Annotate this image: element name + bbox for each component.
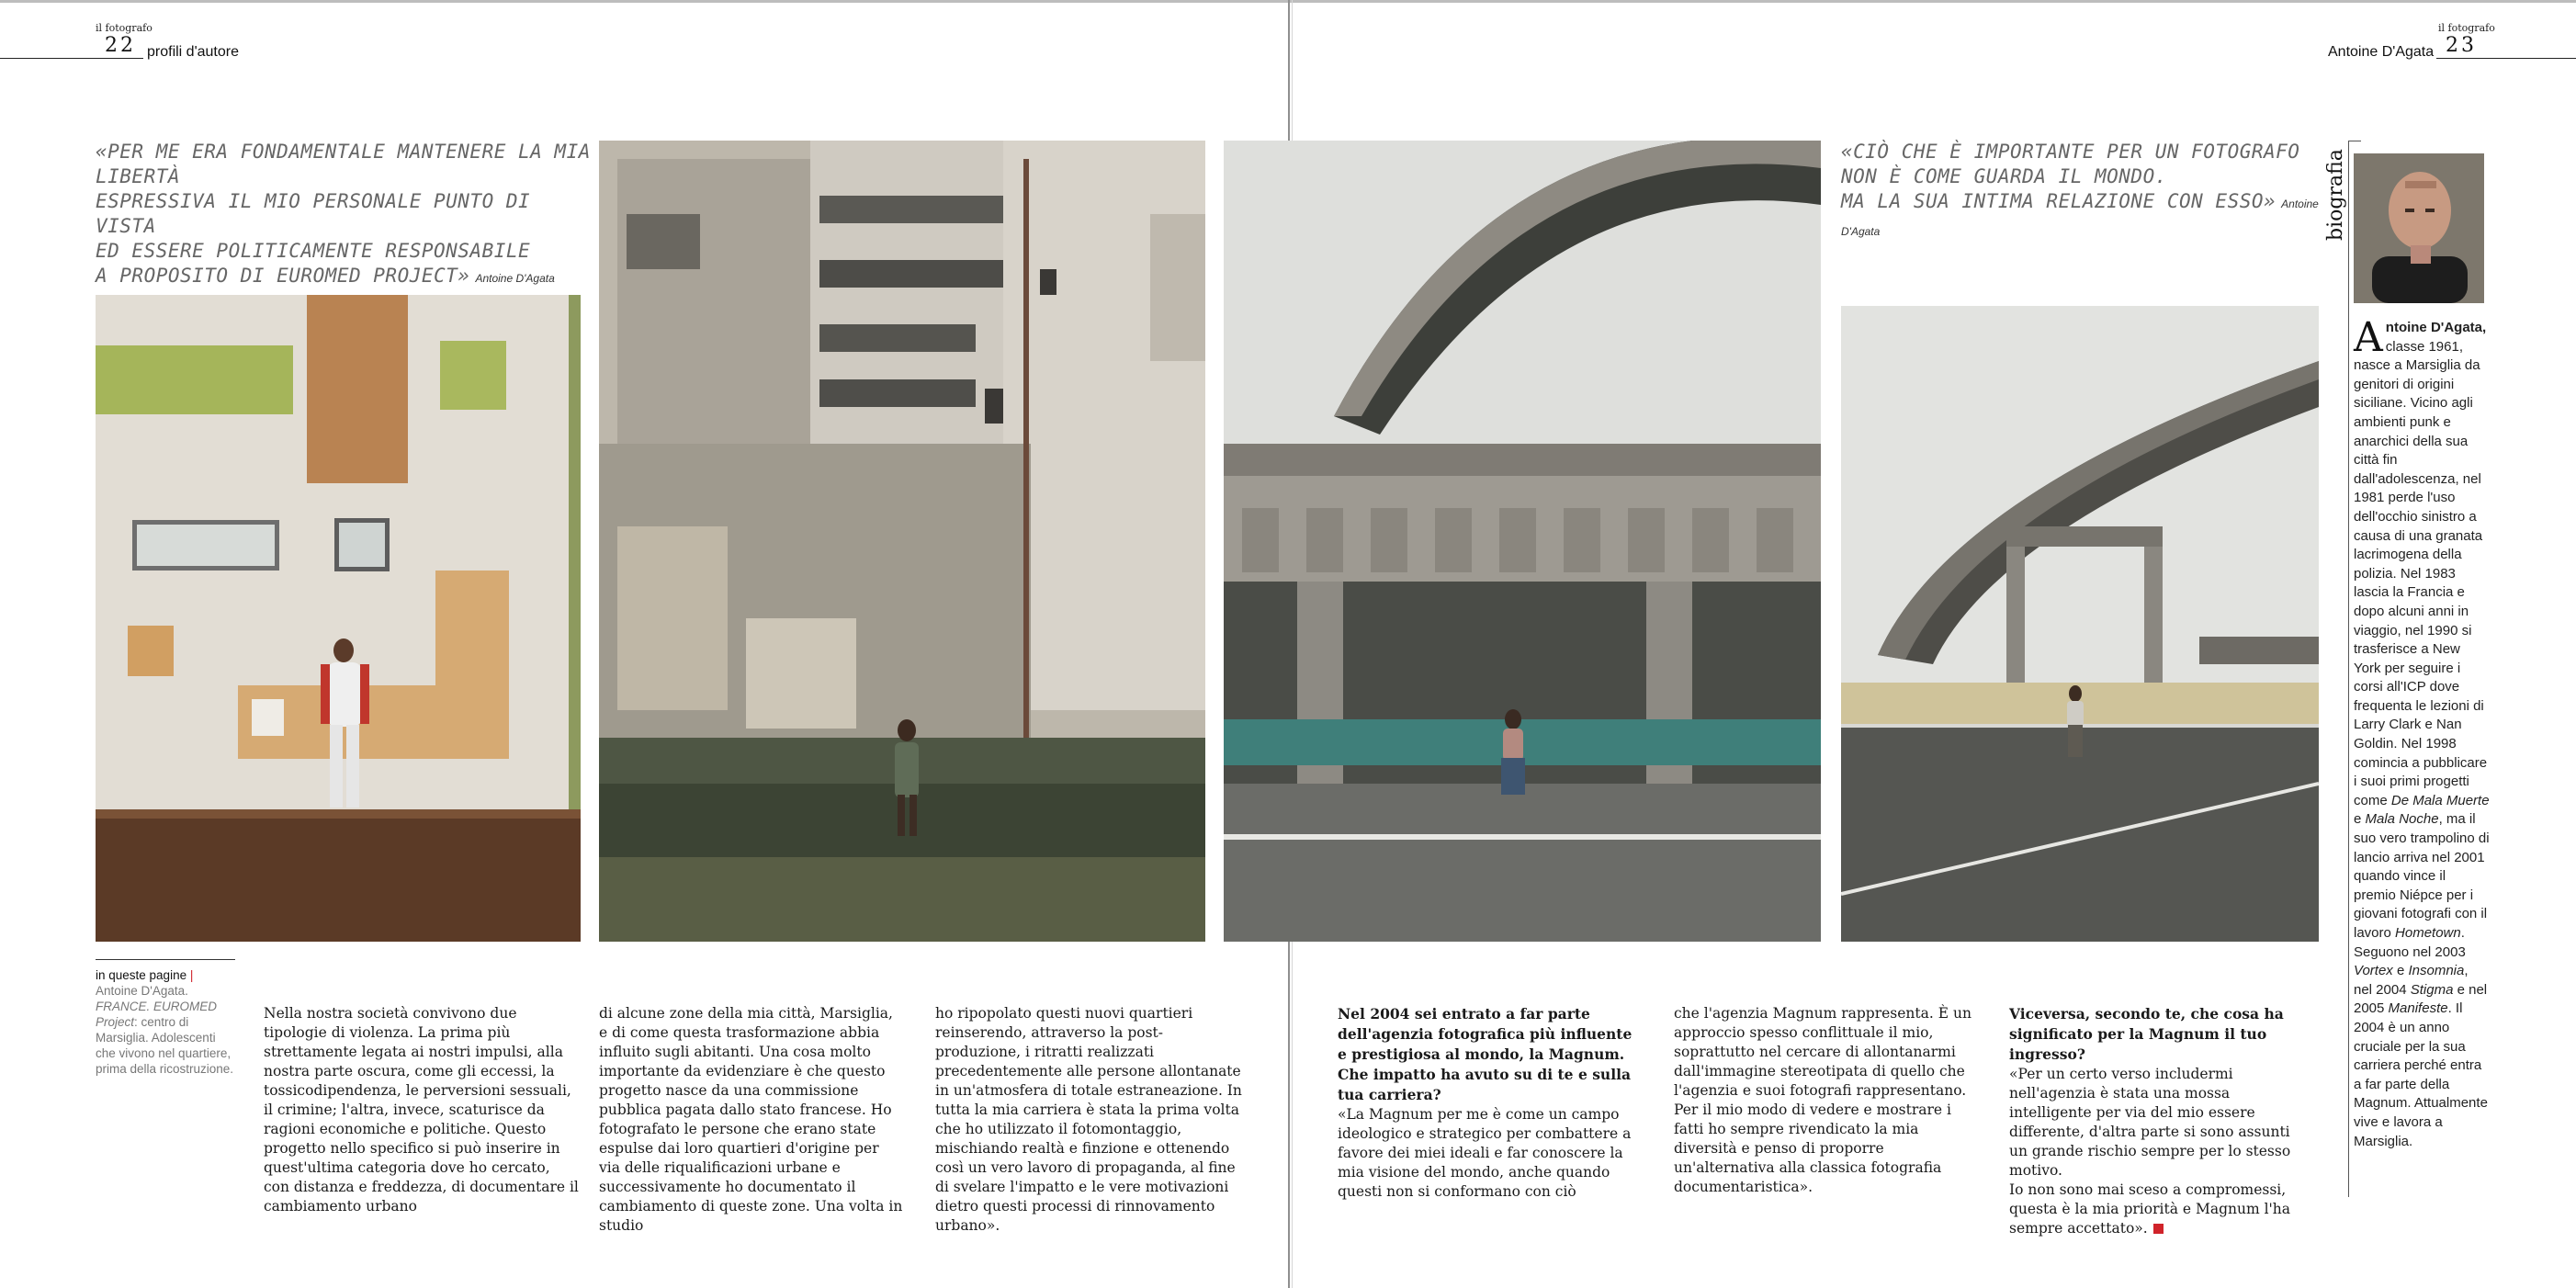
interview-answer: «Per un certo verso includermi nell'agenzia è stata una mossa intelligente per via del mio essere differente, d'altra parte si sono assunti un grande rischio sempre per lo stesso motivo. [2009, 1066, 2291, 1179]
photo-girl-before-ruins [599, 141, 1205, 942]
quote-line: A PROPOSITO DI EUROMED PROJECT» Antoine D'Agata [96, 265, 555, 287]
photo-caption: in queste pagine | Antoine D'Agata. FRANCE. EUROMED Project: centro di Marsiglia. Adolescenti che vivono nel quartiere, prima della ricostruzione. [96, 968, 234, 1076]
interview-answer: «La Magnum per me è come un campo ideologico e strategico per combattere a favore dei miei ideali e far conoscere la mia visione del mondo, anche quando questi non si conformano con ciò [1338, 1106, 1632, 1200]
photo-man-by-curved-ramp [1841, 306, 2319, 942]
caption-rule [96, 959, 235, 960]
quote-line: NON È COME GUARDA IL MONDO. [1841, 165, 2167, 187]
right-header-rule [2436, 58, 2576, 59]
quote-signature: Antoine D'Agata [1841, 198, 2319, 238]
bio-divider [2348, 141, 2349, 1197]
body-column-3: ho ripopolato questi nuovi quartieri reinserendo, attraverso la post-produzione, i ritratti realizzati precedentemente alle persone allontanate in un'atmosfera di totale estraneazione. In tutta la mia carriera è stata la prima volta che ho utilizzato il fotomontaggio, mischiando realtà e finzione e ottenendo così un vero lavoro di propaganda, al fine di svelare l'impatto e le vere motivazioni dietro questi processi di rinnovamento urbano». [935, 1005, 1242, 1234]
quote-line: «PER ME ERA FONDAMENTALE MANTENERE LA MIA LIBERTÀ [96, 141, 591, 187]
end-mark [2153, 1224, 2164, 1234]
quote-line: «CIÒ CHE È IMPORTANTE PER UN FOTOGRAFO [1841, 141, 2300, 163]
biography-text: Antoine D'Agata, classe 1961, nasce a Marsiglia da genitori di origini siciliane. Vicino agli ambienti punk e anarchici della sua città fin dall'adolescenza, nel 1981 perde l'uso dell'occhio sinistro a causa di una granata lacrimogena della polizia. Nel 1983 lascia la Francia e dopo alcuni anni in viaggio, nel 1990 si trasferisce a New York per seguire i corsi all'ICP dove frequenta le lezioni di Larry Clark e Nan Goldin. Nel 1998 comincia a pubblicare i suoi primi progetti come De Mala Muerte e Mala Noche, ma il suo vero trampolino di lancio arriva nel 2001 quando vince il premio Niépce per i giovani fotografi con il lavoro Hometown. Seguono nel 2003 Vortex e Insomnia, nel 2004 Stigma e nel 2005 Manifeste. Il 2004 è un anno cruciale per la sua carriera perché entra a far parte della Magnum. Attualmente vive e lavora a Marsiglia. [2354, 314, 2490, 1149]
body-column-4 [1338, 1004, 1644, 1202]
interview-answer: Io non sono mai sceso a compromessi, questa è la mia priorità e Magnum l'ha sempre accettato». [2009, 1181, 2291, 1237]
pull-quote-right [1841, 140, 2356, 244]
interview-question: Viceversa, secondo te, che cosa ha significato per la Magnum il tuo ingresso? [2009, 1005, 2284, 1063]
section-title: profili d'autore [147, 44, 239, 60]
left-header-rule [0, 58, 143, 59]
photo-boy-against-wall [96, 295, 581, 942]
body-column-5: che l'agenzia Magnum rappresenta. È un approccio spesso conflittuale il mio, soprattutto nel cercare di allontanarmi dall'immagine stereotipata di quello che l'agenzia e suoi fotografi rappresentano. Per il mio modo di vedere e mostrare i fatti ho sempre rivendicato la mia diversità e penso di proporre un'alternativa alla classica fotografia documentaristica». [1674, 1005, 1972, 1195]
quote-signature: Antoine D'Agata [475, 272, 555, 285]
photo-woman-under-overpass [1224, 141, 1821, 942]
pull-quote-left [96, 140, 592, 291]
bio-dropcap: A [2354, 314, 2383, 361]
interview-question: Nel 2004 sei entrato a far parte dell'agenzia fotografica più influente e prestigiosa al mondo, la Magnum. Che impatto ha avuto su di te e sulla tua carriera? [1338, 1005, 1633, 1103]
right-page-number: 23 [2446, 34, 2477, 57]
biography-label: biografia [2324, 149, 2347, 241]
body-column-1: Nella nostra società convivono due tipologie di violenza. La prima più strettamente legata ai nostri impulsi, alla nostra parte oscura, come gli eccessi, la tossicodipendenza, le perversioni sessuali, il crimine; l'altra, invece, scaturisce da ragioni economiche e politiche. Questo progetto nello specifico si può inserire in quest'ultima categoria dove ho cercato, con distanza e freddezza, di documentare il cambiamento urbano [264, 1005, 579, 1215]
author-header: Antoine D'Agata [2328, 44, 2435, 60]
body-column-2: di alcune zone della mia città, Marsiglia, e di come questa trasformazione abbia influito sugli abitanti. Una cosa molto importante da evidenziare è che questo progetto nasce da una commissione pubblica pagata dallo stato francese. Ho fotografato le persone che erano state espulse dai loro quartieri d'origine per via delle riqualificazioni urbane e successivamente ho documentato il cambiamento di queste zone. Una volta in studio [599, 1005, 903, 1234]
body-column-6 [2009, 1004, 2312, 1238]
quote-line: ED ESSERE POLITICAMENTE RESPONSABILE [96, 240, 531, 262]
right-masthead: il fotografo [2438, 22, 2495, 34]
left-masthead: il fotografo [96, 22, 153, 34]
left-page-number: 22 [105, 34, 136, 57]
author-portrait [2354, 153, 2484, 303]
quote-line: ESPRESSIVA IL MIO PERSONALE PUNTO DI VISTA [96, 190, 531, 237]
quote-line: MA LA SUA INTIMA RELAZIONE CON ESSO» Antoine D'Agata [1841, 190, 2319, 238]
